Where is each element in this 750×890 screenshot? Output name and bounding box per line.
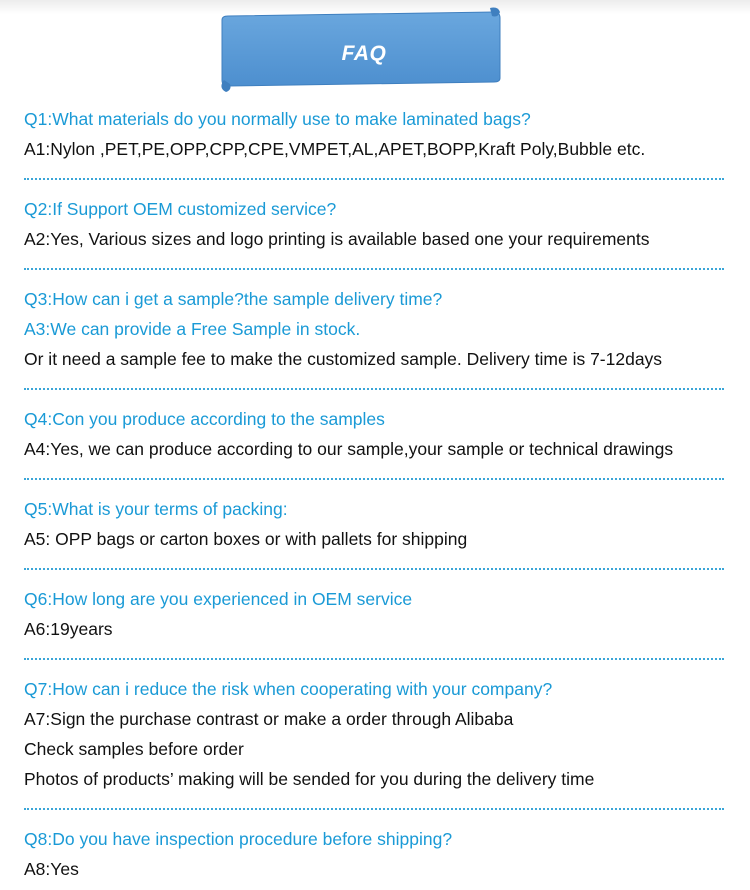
faq-question-7: Q7:How can i reduce the risk when cooperating with your company? (24, 679, 553, 699)
faq-answer-2: A2:Yes, Various sizes and logo printing is available based one your requirements (24, 229, 650, 249)
dotted-separator (24, 644, 724, 674)
faq-answer-7-line-2: Check samples before order (24, 739, 244, 759)
faq-list (24, 104, 724, 884)
page-title: FAQ (341, 42, 387, 65)
faq-question-5: Q5:What is your terms of packing: (24, 499, 288, 519)
faq-answer-5: A5: OPP bags or carton boxes or with pallets for shipping (24, 529, 468, 549)
faq-banner (214, 6, 508, 96)
faq-question-4: Q4:Con you produce according to the samples (24, 409, 385, 429)
faq-answer-6: A6:19years (24, 619, 113, 639)
faq-question-8: Q8:Do you have inspection procedure before shipping? (24, 829, 453, 849)
faq-question-2: Q2:If Support OEM customized service? (24, 199, 337, 219)
dotted-separator (24, 794, 724, 824)
faq-answer-3: Or it need a sample fee to make the customized sample. Delivery time is 7-12days (24, 349, 663, 369)
faq-answer-8: A8:Yes (24, 859, 79, 879)
dotted-separator (24, 254, 724, 284)
faq-question-3: Q3:How can i get a sample?the sample delivery time? (24, 289, 443, 309)
faq-answer-7-line-1: A7:Sign the purchase contrast or make a order through Alibaba (24, 709, 514, 729)
faq-answer-4: A4:Yes, we can produce according to our sample,your sample or technical drawings (24, 439, 674, 459)
faq-question-6: Q6:How long are you experienced in OEM service (24, 589, 413, 609)
faq-question-1: Q1:What materials do you normally use to make laminated bags? (24, 109, 531, 129)
dotted-separator (24, 554, 724, 584)
faq-answer-1: A1:Nylon ,PET,PE,OPP,CPP,CPE,VMPET,AL,APET,BOPP,Kraft Poly,Bubble etc. (24, 139, 646, 159)
dotted-separator (24, 374, 724, 404)
faq-answer-7-line-3: Photos of products’ making will be sended for you during the delivery time (24, 769, 595, 789)
faq-answer-3-highlight: A3:We can provide a Free Sample in stock. (24, 319, 361, 339)
dotted-separator (24, 164, 724, 194)
dotted-separator (24, 464, 724, 494)
